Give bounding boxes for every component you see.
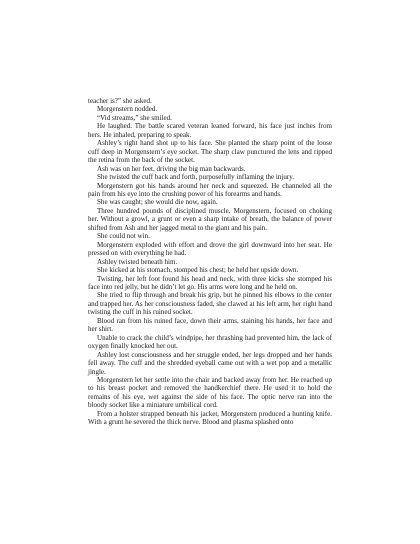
paragraph: Morgenstern got his hands around her neck and squeezed. He channeled all the pain from his eye into the crushing power of his forearms and hands. (88, 181, 332, 198)
paragraph: Ashley lost consciousness and her struggle ended, her legs dropped and her hands fell away. The cuff and the shredded eyeball came out with a wet pop and a metallic jingle. (88, 350, 332, 376)
paragraph: Three hundred pounds of disciplined muscle, Morgenstern, focused on choking her. Without a growl, a grunt or even a sharp intake of breath, the balance of power shifted from Ash and her jagged metal to the giant and his pain. (88, 206, 332, 232)
paragraph: Ashley twisted beneath him. (97, 257, 178, 266)
paragraph: teacher is?” she asked. (88, 97, 152, 105)
paragraph: She tried to flip through and break his grip, but he pinned his elbows to the center and trapped her. As her consciousness faded, she clawed at his left arm, her right hand twisting the cuff in his ruined socket. (88, 291, 332, 317)
paragraph: He laughed. The battle scared veteran leaned forward, his face just inches from hers. He inhaled, preparing to speak. (88, 122, 332, 139)
paragraph: “Vid streams,” she smiled. (97, 113, 172, 122)
body-text (88, 97, 332, 427)
paragraph: She was caught; she would die now, again. (97, 198, 218, 207)
paragraph: From a holster strapped beneath his jacket, Morgenstern produced a hunting knife. With a grunt he severed the thick nerve. Blood and plasma splashed onto (88, 409, 332, 427)
paragraph: Ashley’s right hand shot up to his face. She planted the sharp point of the loose cuff deep in Morgenstern’s eye socket. The sharp claw punctured the lens and ripped the retina from the back of the socket. (88, 139, 332, 165)
paragraph: Morgenstern nodded. (97, 105, 158, 114)
paragraph: She could not win. (97, 232, 150, 241)
paragraph: She twisted the cuff back and forth, purposefully inflaming the injury. (97, 173, 295, 182)
paragraph: Twisting, her left foot found his head and neck, with three kicks she stomped his face into red jelly, but he didn’t let go. His arms were long and he held on. (88, 274, 332, 291)
paragraph: Morgenstern let her settle into the chair and backed away from her. He reached up to his breast pocket and removed the handkerchief there. He used it to hold the remains of his eye, wet against the side of his face. The optic nerve ran into the bloody socket like a miniature umbilical cord. (88, 375, 332, 410)
paragraph: She kicked at his stomach, stomped his chest; he held her upside down. (97, 266, 299, 275)
paragraph: Ash was on her feet, driving the big man backwards. (97, 164, 246, 173)
paragraph: Morgenstern exploded with effort and drove the girl downward into her seat. He pressed on with everything he had. (88, 240, 332, 258)
paragraph: Blood ran from his ruined face, down their arms, staining his hands, her face and her shirt. (88, 316, 332, 334)
paragraph: Unable to crack the child’s windpipe, her thrashing had prevented him, the lack of oxygen finally knocked her out. (88, 333, 332, 351)
